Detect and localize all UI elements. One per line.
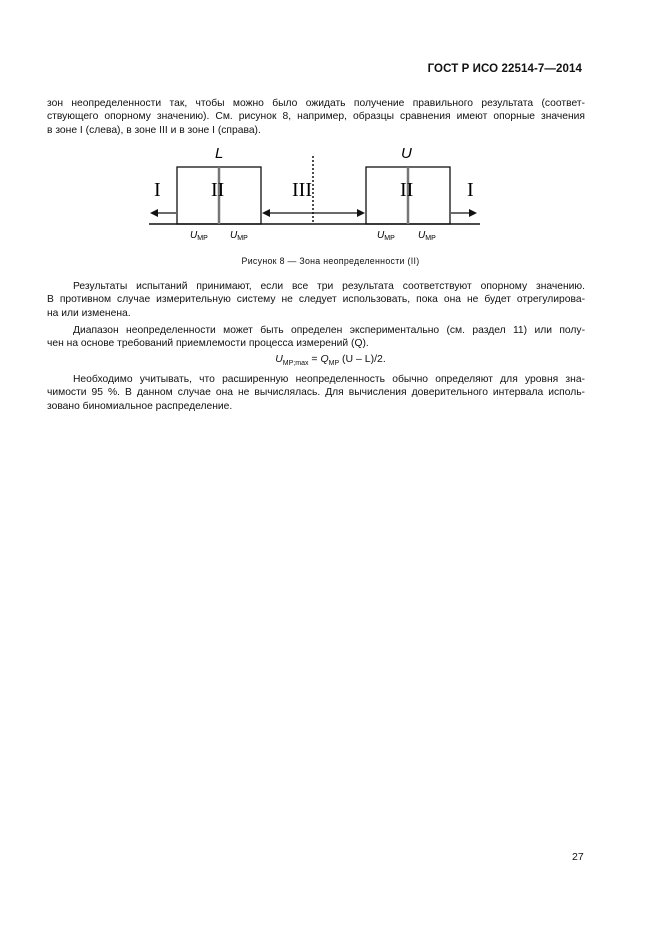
right-arrowhead (469, 209, 477, 217)
formula-rhs: (U – L)/2. (339, 353, 386, 365)
confidence-paragraph (47, 373, 585, 413)
text-line: Диапазон неопределенности может быть определен экспериментально (см. раздел 11) или полу- (73, 325, 585, 336)
text-line: зовано биномиальное распределение. (47, 400, 233, 412)
lower-limit-label: L (215, 145, 224, 162)
formula-q: Q (320, 353, 329, 365)
ump-label: $U_{MP}$ (377, 230, 395, 242)
range-paragraph (47, 324, 585, 351)
zone-label: II (400, 179, 414, 201)
text-line: ствующего опорному значению). См. рисунок 8, например, образцы сравнения имеют опорные значения (47, 111, 585, 123)
zone-label: II (211, 179, 225, 201)
text-line: в зоне I (слева), в зоне III и в зоне I (справа). (47, 124, 261, 136)
formula (0, 353, 661, 367)
formula-q-sub: MP (328, 360, 340, 368)
ump-label: $U_{MP}$ (418, 230, 436, 242)
formula-u-sub: MP;max (282, 360, 309, 368)
uncertainty-zones-figure (145, 140, 485, 245)
ump-label: $U_{MP}$ (190, 230, 208, 242)
upper-limit-label: U (401, 145, 412, 162)
intro-paragraph (47, 97, 585, 137)
zone-label: III (292, 179, 312, 201)
text-line: на или изменена. (47, 307, 131, 319)
formula-u: U (275, 353, 283, 365)
acceptance-paragraph (47, 280, 585, 320)
text-line: чимости 95 %. В данном случае она не вычислялась. Для вычисления доверительного интервала исполь- (47, 387, 585, 399)
middle-arrowhead-left (262, 209, 270, 217)
figure-caption: Рисунок 8 — Зона неопределенности (II) (241, 256, 420, 266)
ump-label: $U_{MP}$ (230, 230, 248, 242)
left-arrowhead (150, 209, 158, 217)
formula-eq: = (308, 353, 321, 365)
text-line: В противном случае измерительную систему не следует использовать, пока она не будет отрегулирова- (47, 294, 585, 306)
zone-label: I (154, 179, 161, 201)
text-line: Необходимо учитывать, что расширенную неопределенность обычно определяют для уровня зна- (73, 374, 585, 385)
text-line: Результаты испытаний принимают, если все три результата соответствуют опорному значению. (73, 281, 585, 292)
zone-label: I (467, 179, 474, 201)
document-header: ГОСТ Р ИСО 22514-7—2014 (427, 63, 582, 75)
middle-arrowhead-right (357, 209, 365, 217)
page-number: 27 (572, 851, 584, 863)
text-line: чен на основе требований приемлемости процесса измерений (Q). (47, 338, 369, 350)
text-line: зон неопределенности так, чтобы можно было ожидать получение правильного результата (соответ- (47, 98, 585, 109)
